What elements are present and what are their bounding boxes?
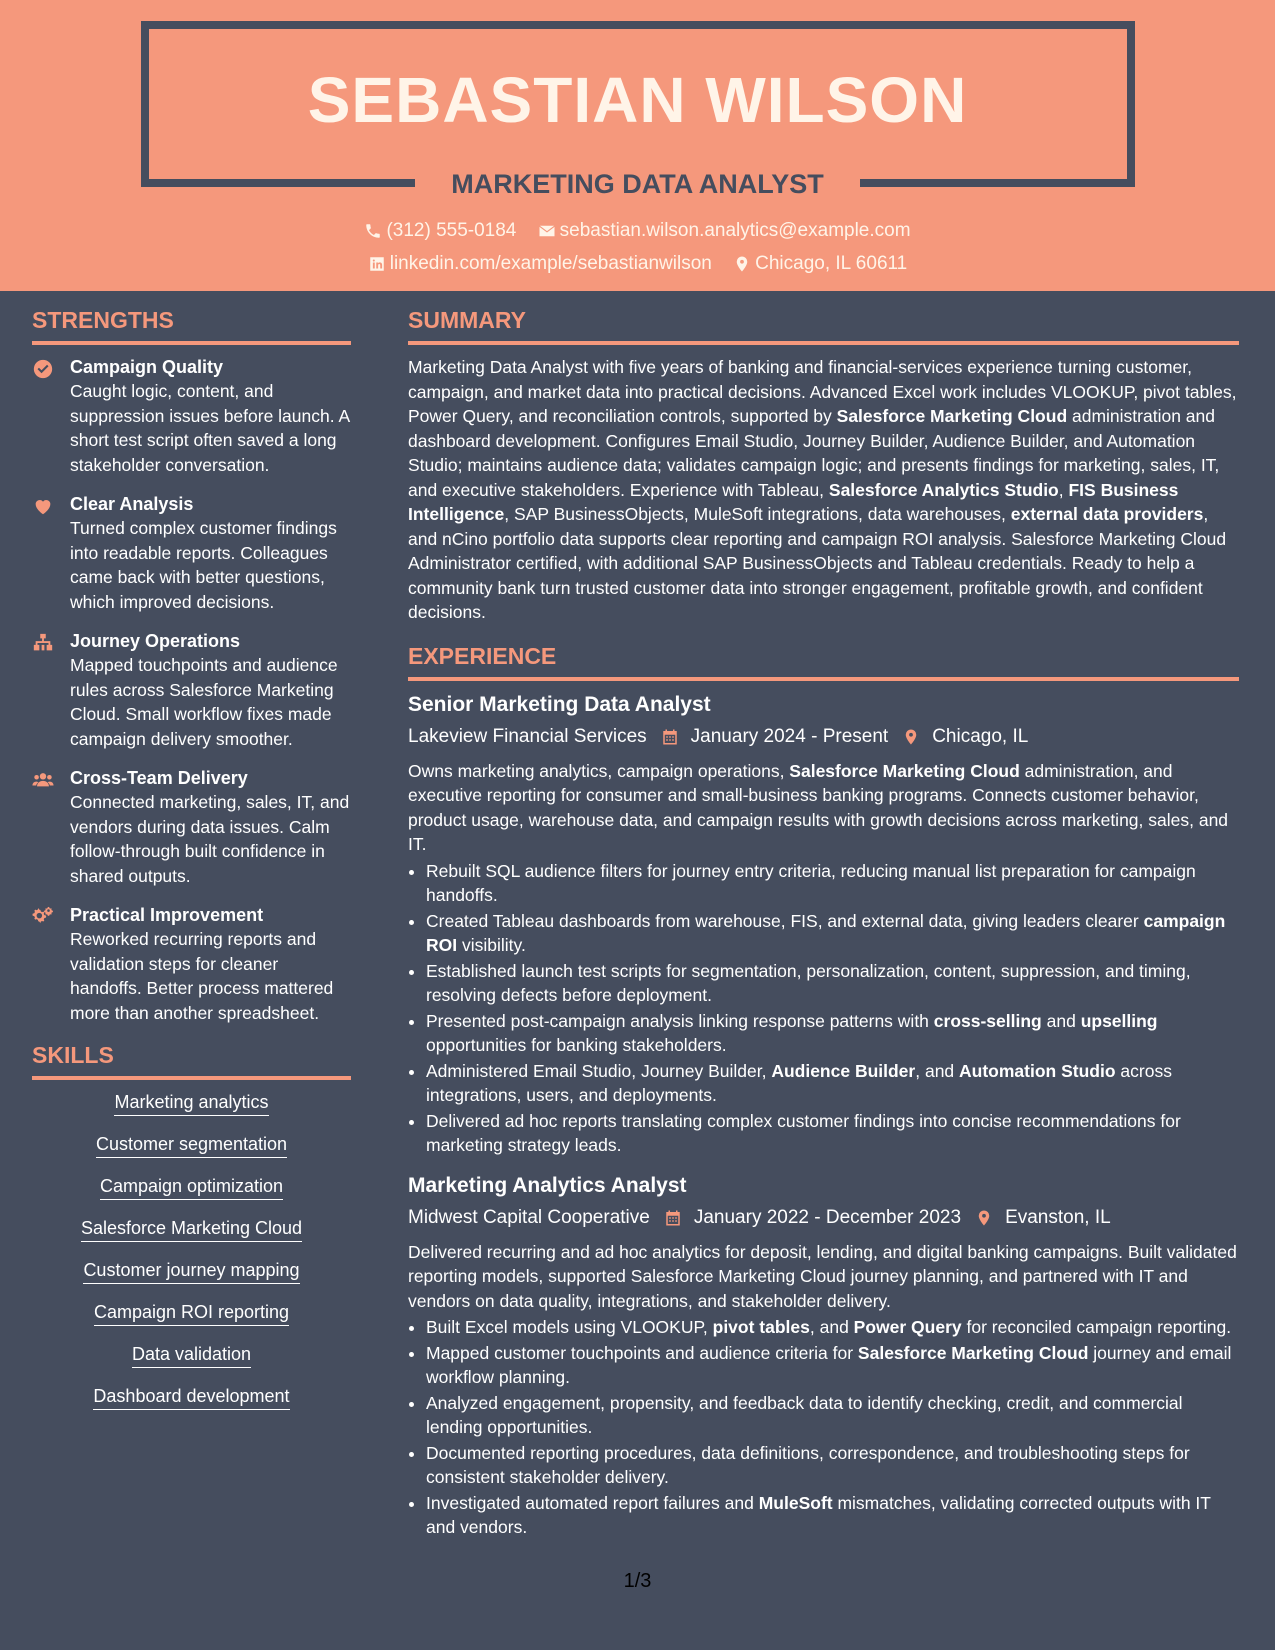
job-bullet [426, 859, 1239, 908]
skills-heading: SKILLS [32, 1040, 351, 1080]
skill-item [32, 1132, 351, 1156]
bold-text: Salesforce Marketing Cloud [836, 406, 1068, 426]
text-run: administration and dashboard development. Configures Email Studio, Journey Builder, Audience Builder, and Automation Studio; maintains audience data; validates campaign logic; and presents findings for marketing, sales, IT, and executive stakeholders. Experience with Tableau, [408, 406, 1220, 500]
text-run: Delivered ad hoc reports translating complex customer findings into concise recommendations for marketing strategy leads. [426, 1110, 1181, 1155]
strength-desc: Turned complex customer findings into readable reports. Colleagues came back with better questions, which improved decisions. [70, 518, 337, 612]
text-run: mismatches, validating corrected outputs with IT and vendors. [426, 1492, 1211, 1537]
skill-item [32, 1216, 351, 1240]
map-pin-icon [733, 255, 751, 273]
envelope-icon [538, 222, 556, 240]
text-run: Marketing Data Analyst with five years of banking and financial-services experience turning customer, campaign, and market data into practical decisions. Advanced Excel work includes VLOOKUP, pivot tables, Power Query, and reconciliation controls, supported by [408, 357, 1237, 426]
map-pin-icon [902, 727, 920, 747]
job-bullets [408, 859, 1239, 1158]
strength-title: Campaign Quality [70, 357, 224, 377]
bold-text: FIS Business Intelligence [408, 479, 1179, 524]
job-bullet [426, 1341, 1239, 1390]
job-location: Evanston, IL [1005, 1206, 1111, 1228]
bold-text: Salesforce Marketing Cloud [857, 1342, 1089, 1363]
skill-label: Salesforce Marketing Cloud [81, 1218, 302, 1242]
strengths-heading: STRENGTHS [32, 305, 351, 345]
strength-item [32, 766, 351, 888]
summary-heading: SUMMARY [408, 305, 1239, 345]
skill-label: Campaign optimization [100, 1176, 283, 1200]
bold-text: campaign ROI [426, 910, 1226, 955]
phone-contact[interactable] [364, 218, 516, 244]
skill-item [32, 1174, 351, 1198]
skill-label: Data validation [132, 1344, 251, 1368]
text-run: opportunities for banking stakeholders. [426, 1035, 727, 1055]
job-intro [408, 1240, 1239, 1314]
text-run: Owns marketing analytics, campaign operations, [408, 760, 790, 781]
experience-list [408, 691, 1239, 1540]
strength-item [32, 629, 351, 751]
text-run: Presented post-campaign analysis linking response patterns with [426, 1010, 934, 1031]
bold-text: Automation Studio [959, 1060, 1116, 1081]
job-bullet [426, 1441, 1239, 1490]
skill-item [32, 1258, 351, 1282]
location-contact [733, 251, 907, 277]
bold-text: pivot tables [712, 1317, 810, 1337]
skill-item [32, 1384, 351, 1408]
text-run: for reconciled campaign reporting. [961, 1317, 1232, 1337]
skill-label: Customer segmentation [96, 1134, 287, 1158]
text-run: , and nCino portfolio data supports clear reporting and campaign ROI analysis. Salesforce Marketing Cloud Administrator certified, with additional SAP BusinessObjects and Tableau credentials. Ready to help a community bank turn trusted customer data into stronger engagement, profitable growth, and confident decisions. [408, 504, 1227, 622]
candidate-name: SEBASTIAN WILSON [307, 64, 968, 136]
linkedin-contact[interactable] [368, 251, 712, 277]
text-run: , SAP BusinessObjects, MuleSoft integrations, data warehouses, [504, 504, 1011, 524]
contact-row-2 [0, 251, 1275, 281]
bold-text: Power Query [853, 1317, 962, 1337]
sitemap-icon [32, 632, 54, 654]
text-run: Built Excel models using VLOOKUP, [426, 1317, 713, 1337]
page-number: 1/3 [623, 1570, 652, 1592]
strength-title: Cross-Team Delivery [70, 768, 248, 788]
calendar-icon [664, 1208, 682, 1228]
job-meta [408, 1204, 1239, 1232]
candidate-title: MARKETING DATA ANALYST [451, 169, 824, 199]
linkedin-icon [368, 255, 386, 273]
job-intro [408, 759, 1239, 857]
strength-title: Practical Improvement [70, 905, 264, 925]
job-company: Midwest Capital Cooperative [408, 1206, 650, 1228]
text-run: Documented reporting procedures, data definitions, correspondence, and troubleshooting steps for consistent stakeholder delivery. [426, 1442, 1190, 1487]
text-run: Administered Email Studio, Journey Builder, [426, 1060, 772, 1081]
job-bullet [426, 1315, 1239, 1340]
strength-desc: Mapped touchpoints and audience rules across Salesforce Marketing Cloud. Small workflow fixes made campaign delivery smoother. [70, 655, 338, 749]
text-run: Rebuilt SQL audience filters for journey entry criteria, reducing manual list preparation for campaign handoffs. [426, 860, 1196, 905]
job-title: Marketing Analytics Analyst [408, 1173, 687, 1197]
text-run: , [1058, 479, 1069, 500]
strength-desc: Reworked recurring reports and validation steps for cleaner handoffs. Better process mattered more than another spreadsheet. [70, 929, 334, 1023]
phone-text: (312) 555-0184 [386, 220, 517, 241]
job-bullet [426, 1009, 1239, 1058]
text-run: administration, and executive reporting for consumer and small-business banking programs. Connects customer behavior, product usage, warehouse data, and campaign results with growth decisions across marketing, sales, and IT. [408, 760, 1229, 854]
text-run: Created Tableau dashboards from warehouse, FIS, and external data, giving leaders clearer [426, 910, 1144, 931]
right-column [408, 305, 1239, 1554]
job-title: Senior Marketing Data Analyst [408, 692, 711, 716]
summary-text [408, 355, 1239, 625]
contact-row-1 [0, 218, 1275, 248]
text-run: Investigated automated report failures and [426, 1492, 759, 1513]
experience-heading: EXPERIENCE [408, 641, 1239, 681]
resume-header [0, 0, 1275, 291]
linkedin-text: linkedin.com/example/sebastianwilson [389, 253, 712, 274]
skill-label: Customer journey mapping [83, 1260, 299, 1284]
skill-item [32, 1342, 351, 1366]
strength-title: Clear Analysis [70, 494, 194, 514]
skill-item [32, 1300, 351, 1324]
email-contact[interactable] [538, 218, 911, 244]
phone-icon [364, 222, 382, 240]
check-circle-icon [32, 358, 54, 380]
users-icon [32, 769, 54, 791]
job-entry [408, 691, 1239, 1158]
skill-item [32, 1090, 351, 1114]
text-run: visibility. [457, 935, 526, 955]
bold-text: external data providers [1010, 504, 1204, 524]
bold-text: upselling [1080, 1010, 1158, 1031]
job-bullet [426, 1109, 1239, 1158]
job-bullet [426, 1491, 1239, 1540]
job-entry [408, 1172, 1239, 1540]
job-bullets [408, 1315, 1239, 1540]
skills-list [32, 1090, 351, 1408]
strength-item [32, 903, 351, 1025]
text-run: and [1041, 1010, 1081, 1031]
bold-text: Salesforce Marketing Cloud [789, 760, 1020, 781]
job-bullet [426, 909, 1239, 958]
bold-text: Salesforce Analytics Studio [828, 479, 1059, 500]
job-location: Chicago, IL [932, 725, 1029, 747]
job-meta [408, 723, 1239, 751]
bold-text: MuleSoft [758, 1492, 833, 1513]
text-run: Delivered recurring and ad hoc analytics for deposit, lending, and digital banking campaigns. Built validated reporting models, supported Salesforce Marketing Cloud journey planning, and partnered with IT and vendors on data quality, integrations, and stakeholder delivery. [408, 1241, 1237, 1311]
text-run: Established launch test scripts for segmentation, personalization, content, suppression, and timing, resolving defects before deployment. [426, 960, 1191, 1005]
text-run: , and [809, 1317, 854, 1337]
calendar-icon [661, 727, 679, 747]
job-bullet [426, 959, 1239, 1008]
strength-item [32, 355, 351, 477]
strength-title: Journey Operations [70, 631, 241, 651]
strength-desc: Caught logic, content, and suppression issues before launch. A short test script often saved a long stakeholder conversation. [70, 381, 350, 475]
gears-icon [32, 906, 54, 928]
job-dates: January 2024 - Present [690, 725, 889, 747]
strength-desc: Connected marketing, sales, IT, and vendors during data issues. Calm follow-through built confidence in shared outputs. [70, 792, 350, 886]
left-column [32, 305, 351, 1426]
skill-label: Dashboard development [93, 1386, 289, 1410]
map-pin-icon [975, 1208, 993, 1228]
email-text: sebastian.wilson.analytics@example.com [559, 220, 911, 241]
text-run: across integrations, users, and deployments. [426, 1060, 1172, 1105]
job-dates: January 2022 - December 2023 [693, 1206, 962, 1228]
heart-icon [32, 495, 54, 517]
strength-item [32, 492, 351, 614]
text-run: journey and email workflow planning. [426, 1342, 1232, 1387]
job-bullet [426, 1391, 1239, 1440]
bold-text: Audience Builder [771, 1060, 916, 1081]
text-run: Analyzed engagement, propensity, and feedback data to identify checking, credit, and commercial lending opportunities. [426, 1392, 1183, 1437]
job-bullet [426, 1059, 1239, 1108]
location-text: Chicago, IL 60611 [755, 253, 908, 274]
bold-text: cross-selling [933, 1010, 1042, 1031]
skill-label: Campaign ROI reporting [94, 1302, 289, 1326]
text-run: Mapped customer touchpoints and audience criteria for [426, 1342, 858, 1363]
skill-label: Marketing analytics [114, 1092, 268, 1116]
text-run: , and [915, 1060, 960, 1081]
job-company: Lakeview Financial Services [408, 725, 647, 747]
